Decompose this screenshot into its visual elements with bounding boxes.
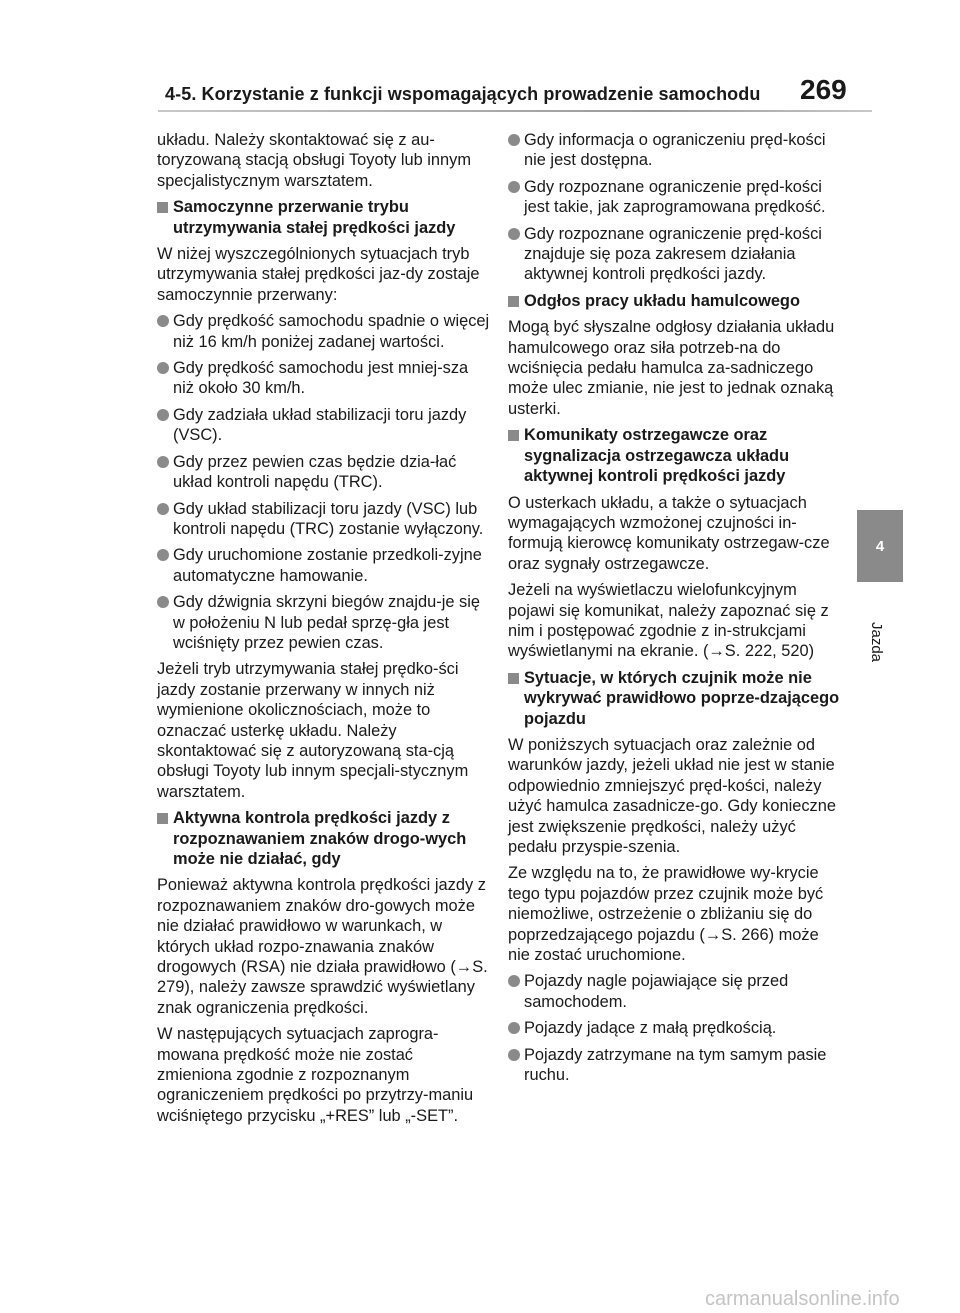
subheading-text: Komunikaty ostrzegawcze oraz sygnalizacja ostrzegawcza układu aktywnej kontroli prędkości jazdy [524, 426, 790, 486]
circle-bullet-icon [157, 596, 169, 608]
paragraph: Mogą być słyszalne odgłosy działania układu hamulcowego oraz siła potrzeb-na do wciśnięcia pedału hamulca za-sadniczego może ulec zmianie, nie jest to jednak oznaką usterki. [508, 318, 835, 418]
circle-bullet-icon [508, 975, 520, 987]
page-header [0, 0, 960, 110]
square-bullet-icon [508, 296, 519, 307]
bullet-item [508, 177, 842, 218]
circle-bullet-icon [157, 549, 169, 561]
chapter-number: 4 [875, 537, 885, 555]
watermark: carmanualsonline.info [705, 1288, 900, 1310]
square-bullet-icon [508, 673, 519, 684]
section-title: 4-5. Korzystanie z funkcji wspomagających prowadzenie samochodu [165, 84, 761, 104]
bullet-item [157, 499, 491, 540]
subheading-text: Samoczynne przerwanie trybu utrzymywania stałej prędkości jazdy [173, 198, 456, 237]
chapter-label: Jazda [868, 622, 885, 663]
circle-bullet-icon [508, 1022, 520, 1034]
circle-bullet-icon [157, 409, 169, 421]
bullet-text: Pojazdy nagle pojawiające się przed samochodem. [524, 972, 789, 1011]
bullet-item [508, 1045, 842, 1086]
paragraph: W następujących sytuacjach zaprogra-mowana prędkość może nie zostać zmieniona zgodnie z rozpoznanym ograniczeniem prędkości po przytrzy-maniu wciśniętego przycisku „+RES” lub „-SET”. [157, 1025, 474, 1125]
bullet-text: Gdy układ stabilizacji toru jazdy (VSC) lub kontroli napędu (TRC) zostanie wyłączony. [173, 499, 484, 538]
left-column [157, 130, 491, 1132]
subheading [157, 808, 491, 869]
bullet-text: Gdy rozpoznane ograniczenie pręd-kości znajduje się poza zakresem działania aktywnej kontroli prędkości jazdy. [524, 224, 822, 284]
bullet-text: Gdy przez pewien czas będzie dzia-łać układ kontroli napędu (TRC). [173, 452, 457, 492]
bullet-text: Gdy uruchomione zostanie przedkoli-zyjne automatyczne hamowanie. [173, 546, 482, 585]
subheading [508, 425, 842, 486]
circle-bullet-icon [508, 228, 520, 240]
bullet-text: Pojazdy jadące z małą prędkością. [524, 1019, 777, 1038]
bullet-text: Gdy zadziała układ stabilizacji toru jazdy (VSC). [173, 405, 467, 445]
circle-bullet-icon [157, 456, 169, 468]
subheading [508, 291, 842, 311]
bullet-item [157, 311, 491, 352]
bullet-item [157, 452, 491, 493]
chapter-tab[interactable] [857, 510, 903, 582]
circle-bullet-icon [157, 362, 169, 374]
circle-bullet-icon [157, 503, 169, 515]
bullet-item [157, 545, 491, 586]
paragraph: W poniższych sytuacjach oraz zależnie od warunków jazdy, jeżeli układ nie jest w stanie odpowiednio zmniejszyć pręd-kości, należy użyć hamulca zasadnicze-go. Gdy konieczne jest zwiększenie prędkości, należy użyć pedału przyspie-szenia. [508, 735, 836, 856]
bullet-text: Gdy prędkość samochodu spadnie o więcej niż 16 km/h poniżej zadanej wartości. [173, 312, 490, 351]
paragraph: O usterkach układu, a także o sytuacjach wymagających wzmożonej czujności in-formują kierowcę komunikaty ostrzegaw-cze oraz sygnały ostrzegawcze. [508, 493, 830, 573]
bullet-text: Gdy rozpoznane ograniczenie pręd-kości jest takie, jak zaprogramowana prędkość. [524, 177, 826, 217]
square-bullet-icon [508, 430, 519, 441]
circle-bullet-icon [508, 134, 520, 146]
page-number: 269 [800, 74, 847, 105]
paragraph: Ponieważ aktywna kontrola prędkości jazdy z rozpoznawaniem znaków dro-gowych może nie działać prawidłowo w warunkach, w których układ rozpo-znawania znaków drogowych (RSA) nie działa prawidłowo (→S. 279), należy zawsze sprawdzić wyświetlany znak ograniczenia prędkości. [157, 876, 488, 1017]
header-divider [158, 110, 872, 112]
bullet-text: Gdy prędkość samochodu jest mniej-sza niż około 30 km/h. [173, 359, 469, 398]
bullet-item [508, 1018, 842, 1038]
paragraph: układu. Należy skontaktować się z au-toryzowaną stacją obsługi Toyoty lub innym specjalistycznym warsztatem. [157, 131, 472, 190]
bullet-item [157, 358, 491, 399]
circle-bullet-icon [508, 181, 520, 193]
bullet-item [157, 405, 491, 446]
subheading-text: Sytuacje, w których czujnik może nie wykrywać prawidłowo poprze-dzającego pojazdu [524, 668, 840, 728]
paragraph: Jeżeli na wyświetlaczu wielofunkcyjnym pojawi się komunikat, należy zapoznać się z nim i postępować zgodnie z in-strukcjami wyświetlanymi na ekranie. (→S. 222, 520) [508, 581, 829, 661]
paragraph: Ze względu na to, że prawidłowe wy-krycie tego typu pojazdów przez czujnik może być niemożliwe, ostrzeżenie o zbliżaniu się do poprzedzającego pojazdu (→S. 266) może nie zostać uruchomione. [508, 864, 824, 965]
paragraph: W niżej wyszczególnionych sytuacjach tryb utrzymywania stałej prędkości jaz-dy zostaje samoczynnie przerwany: [157, 245, 480, 304]
square-bullet-icon [157, 202, 168, 213]
bullet-item [157, 592, 491, 653]
right-column [508, 130, 842, 1091]
square-bullet-icon [157, 813, 168, 824]
subheading-text: Aktywna kontrola prędkości jazdy z rozpoznawaniem znaków drogo-wych może nie działać, gdy [173, 809, 467, 868]
bullet-text: Pojazdy zatrzymane na tym samym pasie ruchu. [524, 1045, 827, 1085]
subheading [508, 668, 842, 729]
bullet-item [508, 224, 842, 285]
paragraph: Jeżeli tryb utrzymywania stałej prędko-ści jazdy zostanie przerwany w innych niż wymienione okolicznościach, może to oznaczać usterkę układu. Należy skontaktować się z autoryzowaną sta-cją obsługi Toyoty lub innym specjali-stycznym warsztatem. [157, 660, 469, 801]
circle-bullet-icon [157, 315, 169, 327]
subheading [157, 197, 491, 238]
bullet-text: Gdy informacja o ograniczeniu pręd-kości nie jest dostępna. [524, 131, 826, 170]
circle-bullet-icon [508, 1049, 520, 1061]
subheading-text: Odgłos pracy układu hamulcowego [524, 291, 800, 310]
bullet-item [508, 971, 842, 1012]
bullet-text: Gdy dźwignia skrzyni biegów znajdu-je się w położeniu N lub pedał sprzę-gła jest wciśnięty przez pewien czas. [173, 593, 481, 652]
bullet-item [508, 130, 842, 171]
